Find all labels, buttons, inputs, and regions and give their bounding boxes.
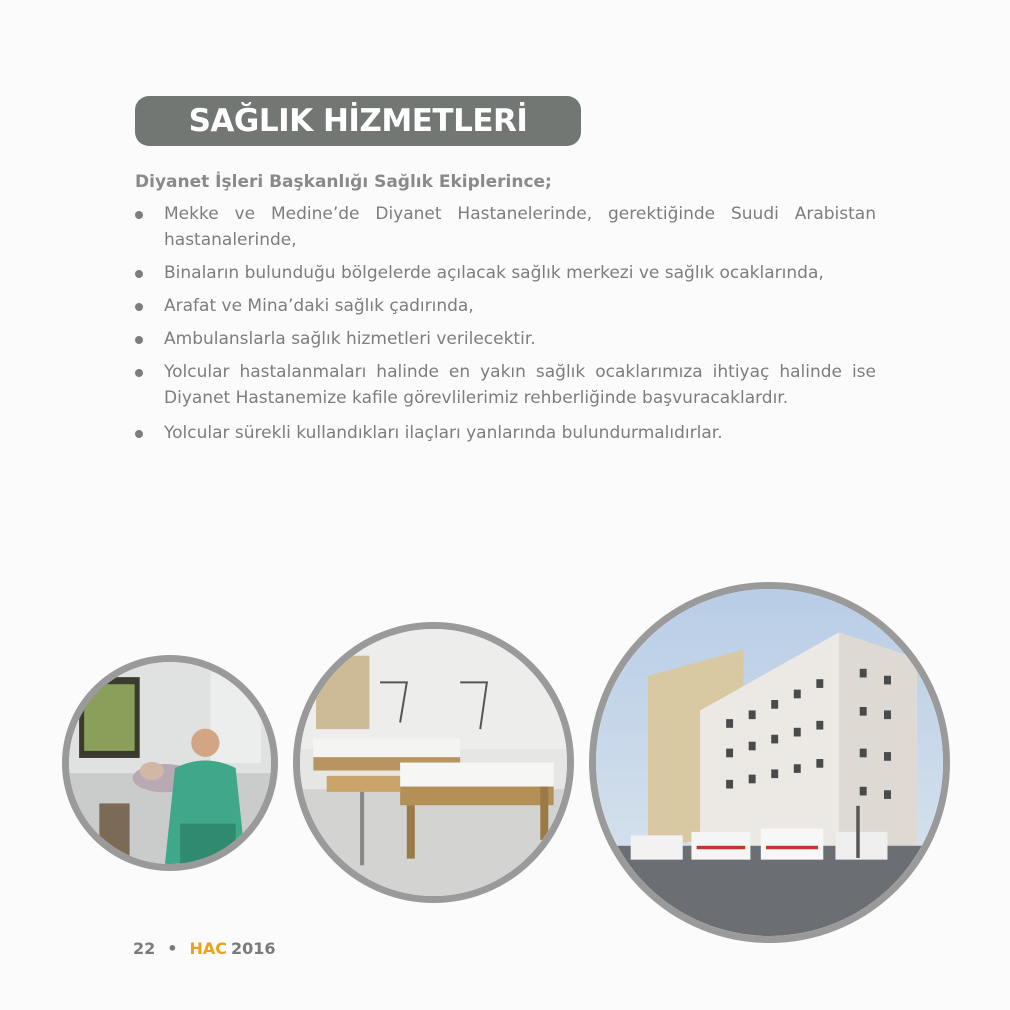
list-item: Binaların bulunduğu bölgelerde açılacak sağlık merkezi ve sağlık ocaklarında, (133, 260, 876, 286)
hospital-room-photo (293, 622, 574, 903)
list-item: Arafat ve Mina’daki sağlık çadırında, (133, 293, 876, 319)
list-item: Yolcular sürekli kullandıkları ilaçları yanlarında bulundurmalıdırlar. (133, 420, 876, 446)
section-title: SAĞLIK HİZMETLERİ (188, 103, 528, 139)
doctor-patient-photo (62, 655, 278, 871)
hospital-building-photo (589, 582, 950, 943)
footer-hac: HAC (189, 939, 228, 958)
section-title-banner (135, 96, 581, 146)
list-item: Yolcular hastalanmaları halinde en yakın sağlık ocaklarımıza ihtiyaç halinde ise Diyanet Hastanemize kafile görevlilerimiz rehberliğinde başvuracaklardır. (133, 359, 876, 411)
footer-year: 2016 (231, 939, 276, 958)
list-item: Ambulanslarla sağlık hizmetleri verilecektir. (133, 326, 876, 352)
footer-separator: • (167, 939, 178, 958)
bullet-icon (135, 211, 143, 219)
page-footer (133, 939, 276, 958)
intro-text: Diyanet İşleri Başkanlığı Sağlık Ekiplerince; (135, 172, 552, 192)
bullet-icon (135, 303, 143, 311)
bullet-list (133, 201, 876, 453)
page-number: 22 (133, 939, 156, 958)
bullet-icon (135, 430, 143, 438)
bullet-icon (135, 369, 143, 377)
list-item: Mekke ve Medine’de Diyanet Hastanelerinde, gerektiğinde Suudi Arabistan hastanalerinde, (133, 201, 876, 253)
bullet-icon (135, 336, 143, 344)
bullet-icon (135, 270, 143, 278)
